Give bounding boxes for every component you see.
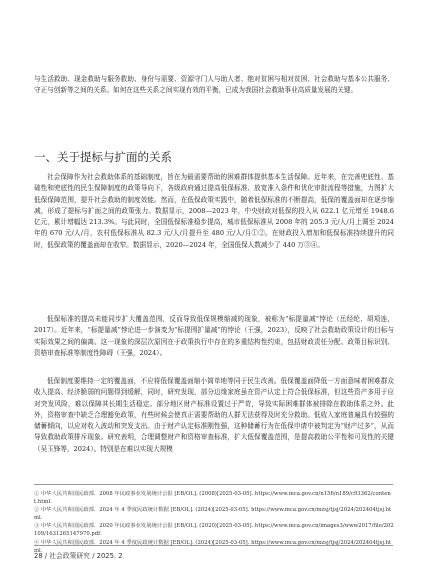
- footnote-1: ① 中华人民共和国民政部．2008 年民政事业发展统计公报 [EB/OL]. (2008)[2025-03-05]. https://www.mca.gov.cn/n156/n189/c93362/content.html.: [34, 491, 391, 506]
- page-footer: 28 / 社会政策研究 / 2025. 2: [34, 552, 123, 560]
- body-paragraph-1: 社会保障作为社会救助体系的基础制度，旨在为最需要帮助的困难群体提供基本生活保障。近年来，在完善兜底性、基础性和兜底性的民生保障制度的政策导向下，各级政府通过提高低保标准、放宽准入条件和优化审批流程等措施，力图扩大低保保障范围，提升社会救助的制度效能。然而，在低保政策实践中，随着低保标准的不断提高，低保的覆盖面却在逐步缩减，形成了提标与扩面之间的政策张力。数据显示，2008—2023 年，中央财政对低保的投入从 622.1 亿元增至 1948.6 亿元，累计增幅达 213.3%。与此同时，全国低保标准稳步提高，城市低保标准从 2008 年的 205.3 元/人/月上调至 2024 年的 670 元/人/月，农村低保标准从 82.3 元/人/月提升至 480 元/人/月①②。在财政投入增加和低保标准持续提升的同时，低保政策的覆盖面却在收窄。数据显示，2020—2024 年，全国低保人数减少了 440 万③④。: [34, 173, 394, 249]
- section-heading: 一、关于提标与扩面的关系: [34, 150, 172, 164]
- intro-paragraph: 与生活救助、现金救助与服务救助、身份与需要、资源守门人与助人者、绝对贫困与相对贫困、社会救助与基本公共服务、守正与创新等之间的关系。如何在这些关系之间实现有效的平衡，已成为我国社会救助事业高质量发展的关键。: [34, 75, 394, 95]
- footnote-4: ④ 中华人民共和国民政部．2024 年 4 季度民政统计数据 [EB/OL]. (2024)[2025-03-05]. https://www.mca.gov.cn/mzsj/tjsj/2024/202404tjsj.html.: [34, 539, 392, 554]
- footnote-3: ③ 中华人民共和国民政部．2020 年民政事业发展统计公报 [EB/OL]. (2020)[2025-03-05]. https://www.mca.gov.cn/images3/www2017/file/202109/1631265147970.pdf.: [34, 523, 394, 538]
- body-paragraph-2: 低保标准的提高未能同步扩大覆盖范围，反而导致低保规模缩减的现象，被称为“标提量减”悖论（岳经纶、胡项连，2017）。近年来，“标提量减”悖论进一步演变为“标提围扩量减”的悖论（王强，2023），反映了社会救助政策设计的目标与实际效果之间的偏离。这一现象的深层次原因在于政策执行中存在的多重结构性约束，包括财政责任分配、政策目标识别、资格审查标准等制度性障碍（王强，2024）。: [34, 315, 394, 357]
- body-paragraph-3: 低保制度要维持一定的覆盖面，不应将低保覆盖面缩小简单地等同于民生改善。低保覆盖面降低一方面意味着困难群众收入提高、经济脆弱的问题得到缓解，同时，研究发现，部分边缘家庭虽在资产认定上符合低保标准，但这些资产多用于应对突发风险，难以保障其长期生活稳定。部分地区财产标准设置过于严苛，导致实际困难群体被排除在救助体系之外。此外，资格审查中缺乏合理豁免政策，有些时候会使真正需要帮助的人群无法获得及时充分救助。低收入家庭普遍具有较强的储蓄倾向，以应对收入波动和突发支出。由于财产认定标准刚性强，这种储蓄行为在低保申请中被判定为“财产过多”，从而导致救助政策排斥现象。研究表明，合理调整财产和资格审查标准，扩大低保覆盖范围，是提高救助公平性和可及性的关键（吴玉锋等，2024）。特别是在难以实现大规模: [34, 377, 394, 453]
- footer-divider: [34, 545, 393, 546]
- footnote-divider: [34, 484, 393, 485]
- footnote-2: ② 中华人民共和国民政部．2024 年 4 季度民政统计数据 [EB/OL]. (2024)[2025-03-05]. https://www.mca.gov.cn/mzsj/tjsj/2024/202404tjsj.html.: [34, 507, 392, 522]
